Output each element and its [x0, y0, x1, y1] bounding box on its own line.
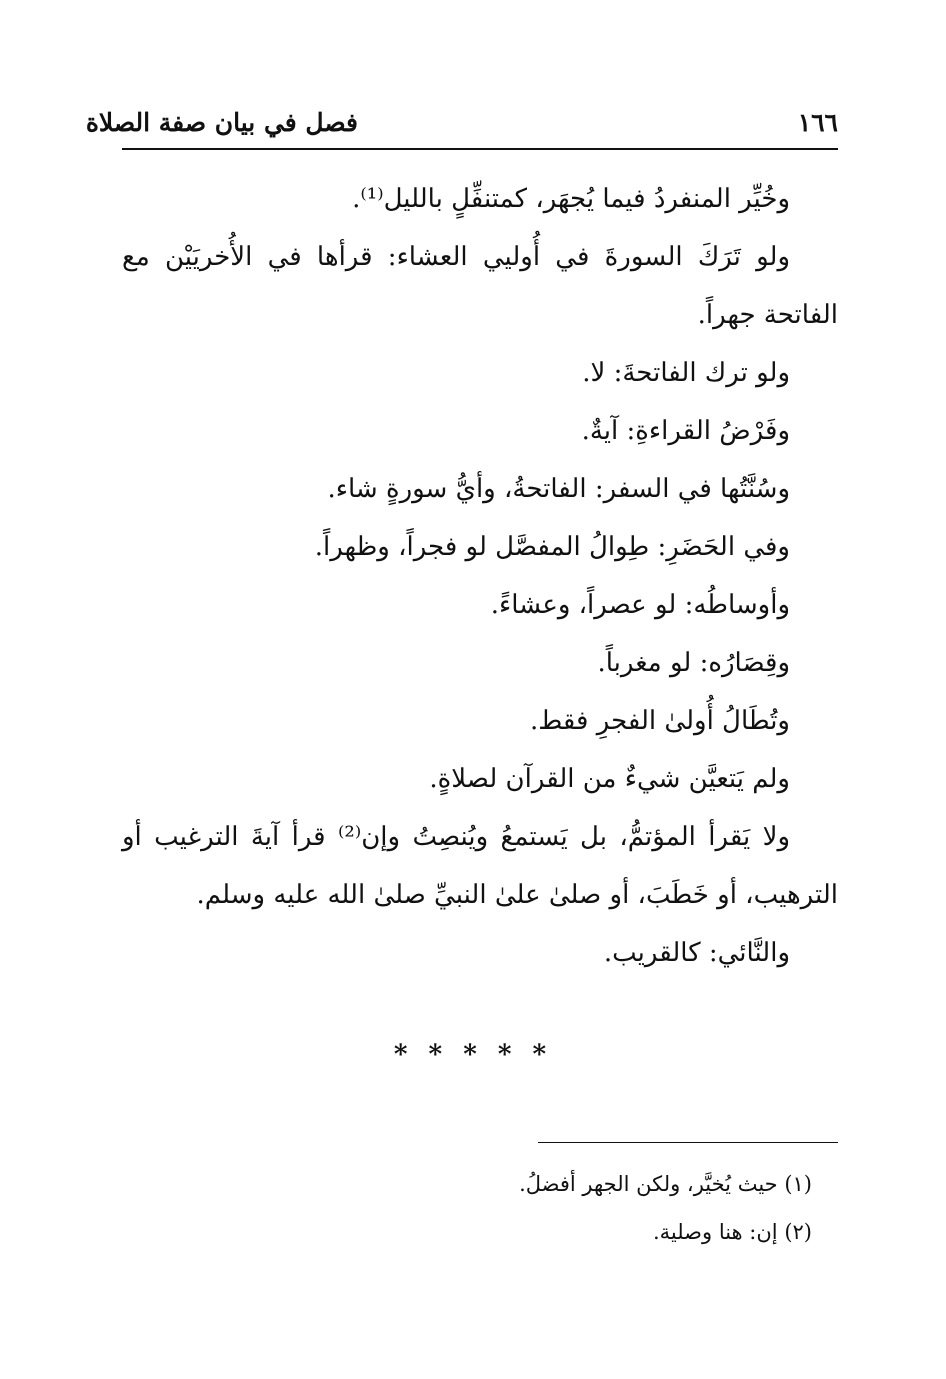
- chapter-title: فصل في بيان صفة الصلاة: [85, 108, 358, 137]
- paragraph: ولو تَرَكَ السورةَ في أُوليي العشاء: قرأها في الأُخريَيْن مع الفاتحة جهراً.: [122, 242, 838, 330]
- paragraph: وفَرْضُ القراءةِ: آيةٌ.: [581, 416, 790, 446]
- paragraph: وخُيِّر المنفردُ فيما يُجهَر، كمتنفِّلٍ بالليل⁽¹⁾.: [352, 184, 790, 214]
- paragraph: والنَّائي: كالقريب.: [603, 938, 790, 968]
- body-text: [122, 170, 838, 982]
- paragraph: وتُطَالُ أُولىٰ الفجرِ فقط.: [529, 706, 790, 736]
- paragraph: وفي الحَضَرِ: طِوالُ المفصَّل لو فجراً، وظهراً.: [314, 532, 790, 562]
- section-separator: * * * * *: [393, 1040, 553, 1070]
- paragraph: ولم يَتعيَّن شيءٌ من القرآن لصلاةٍ.: [429, 764, 790, 794]
- paragraph: ولو ترك الفاتحةَ: لا.: [582, 358, 790, 388]
- footnote: (٢) إن: هنا وصلية.: [652, 1220, 812, 1244]
- paragraph: ولا يَقرأ المؤتمُّ، بل يَستمعُ ويُنصِتُ وإن⁽²⁾ قرأ آيةَ الترغيب أو الترهيب، أو خَطَبَ، أو صلىٰ علىٰ النبيِّ صلىٰ الله عليه وسلم.: [122, 822, 838, 910]
- paragraph: وأوساطُه: لو عصراً، وعشاءً.: [490, 590, 790, 620]
- paragraph: وسُنَّتُها في السفر: الفاتحةُ، وأيُّ سورةٍ شاء.: [327, 474, 790, 504]
- footnote: (١) حيث يُخيَّر، ولكن الجهر أفضلُ.: [519, 1172, 812, 1196]
- page-number: ١٦٦: [797, 108, 838, 137]
- header-rule: [122, 148, 838, 150]
- footnotes: [122, 1160, 812, 1256]
- footnote-rule: [538, 1142, 838, 1143]
- running-header: [85, 108, 838, 148]
- paragraph: وقِصَارُه: لو مغرباً.: [597, 648, 790, 678]
